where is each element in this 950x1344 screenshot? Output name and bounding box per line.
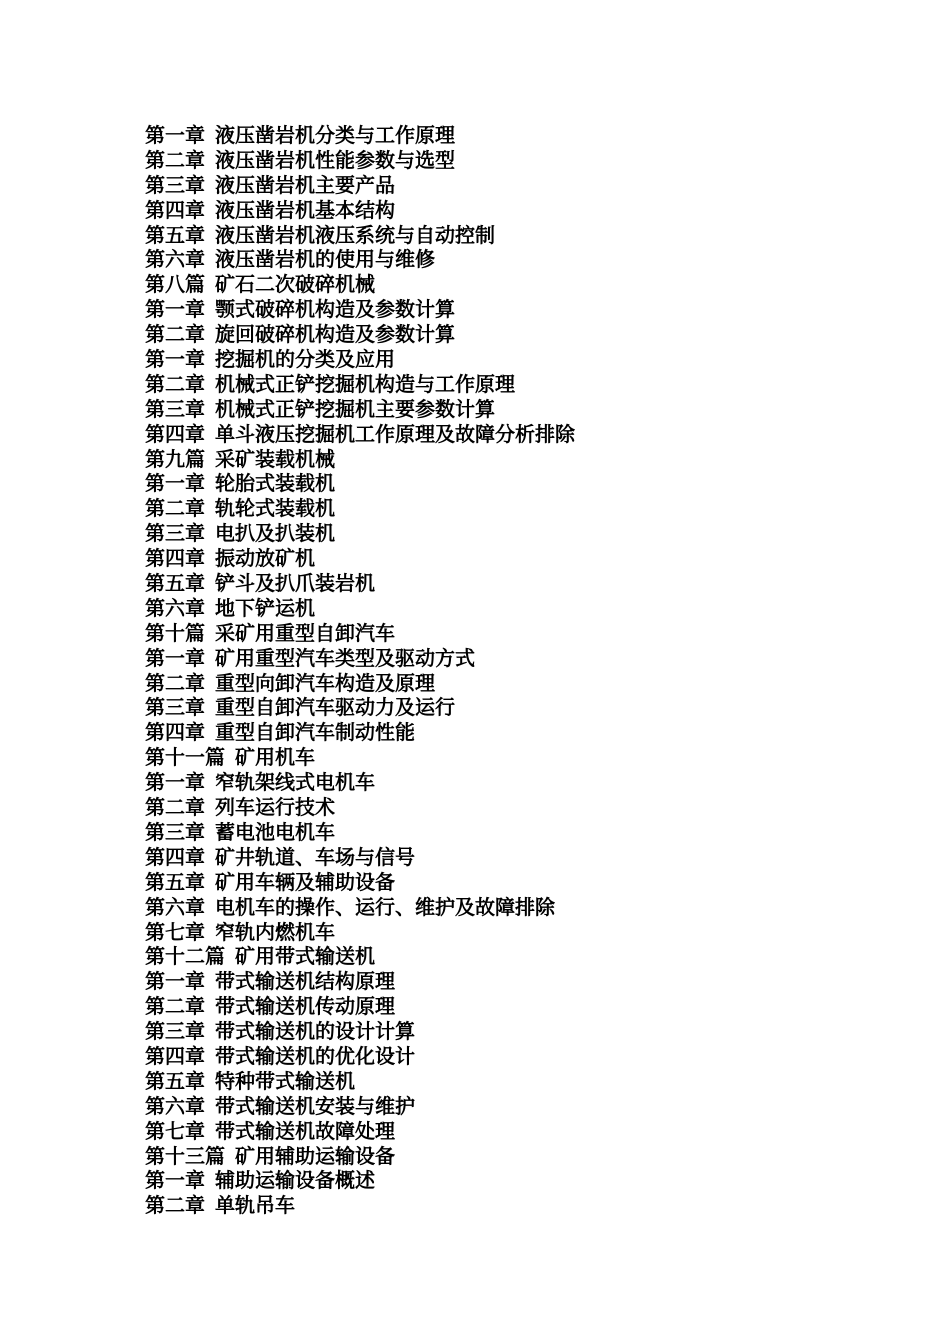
section-title: 轮胎式装载机	[215, 471, 335, 496]
section-number: 第八篇	[145, 272, 205, 297]
section-number: 第一章	[145, 969, 205, 994]
section-number: 第三章	[145, 396, 205, 421]
section-title: 带式输送机的设计计算	[215, 1019, 415, 1044]
toc-line	[145, 1193, 575, 1218]
section-number: 第一章	[145, 123, 205, 147]
section-number: 第四章	[145, 1043, 205, 1068]
toc-line	[145, 223, 575, 248]
section-number: 第二章	[145, 795, 205, 820]
toc-line	[145, 870, 575, 895]
section-title: 矿用机车	[235, 745, 315, 770]
toc-line	[145, 1094, 575, 1119]
toc-line	[145, 1069, 575, 1094]
section-title: 矿石二次破碎机械	[215, 272, 375, 297]
section-title: 颚式破碎机构造及参数计算	[215, 297, 455, 322]
toc-line	[145, 397, 575, 422]
toc-line	[145, 1168, 575, 1193]
section-title: 机械式正铲挖掘机主要参数计算	[215, 396, 495, 421]
section-number: 第二章	[145, 322, 205, 347]
section-title: 振动放矿机	[215, 546, 315, 571]
section-title: 带式输送机安装与维护	[215, 1093, 415, 1118]
toc-line	[145, 845, 575, 870]
section-title: 轨轮式装载机	[215, 496, 335, 521]
toc-line	[145, 297, 575, 322]
section-number: 第六章	[145, 247, 205, 272]
section-title: 液压凿岩机基本结构	[215, 197, 395, 222]
section-title: 液压凿岩机性能参数与选型	[215, 147, 455, 172]
toc-line	[145, 720, 575, 745]
section-title: 带式输送机结构原理	[215, 969, 395, 994]
toc-line	[145, 695, 575, 720]
section-number: 第一章	[145, 347, 205, 372]
table-of-contents	[145, 123, 575, 1218]
section-title: 挖掘机的分类及应用	[215, 347, 395, 372]
section-title: 重型自卸汽车驱动力及运行	[215, 695, 455, 720]
section-number: 第二章	[145, 496, 205, 521]
section-number: 第四章	[145, 197, 205, 222]
section-title: 电机车的操作、运行、维护及故障排除	[215, 894, 555, 919]
section-title: 液压凿岩机分类与工作原理	[215, 123, 455, 147]
section-number: 第一章	[145, 297, 205, 322]
toc-line	[145, 1144, 575, 1169]
toc-line	[145, 447, 575, 472]
section-title: 矿用重型汽车类型及驱动方式	[215, 645, 475, 670]
section-number: 第三章	[145, 819, 205, 844]
toc-line	[145, 123, 575, 148]
section-number: 第三章	[145, 521, 205, 546]
section-title: 矿用带式输送机	[235, 944, 375, 969]
section-title: 特种带式输送机	[215, 1068, 355, 1093]
section-number: 第五章	[145, 1068, 205, 1093]
section-title: 带式输送机传动原理	[215, 994, 395, 1019]
section-title: 矿用车辆及辅助设备	[215, 869, 395, 894]
section-number: 第六章	[145, 595, 205, 620]
section-title: 液压凿岩机主要产品	[215, 172, 395, 197]
section-number: 第二章	[145, 670, 205, 695]
section-number: 第五章	[145, 869, 205, 894]
toc-line	[145, 944, 575, 969]
toc-line	[145, 671, 575, 696]
toc-line	[145, 322, 575, 347]
toc-line	[145, 820, 575, 845]
toc-line	[145, 646, 575, 671]
section-number: 第五章	[145, 222, 205, 247]
section-title: 采矿装载机械	[215, 446, 335, 471]
toc-line	[145, 1119, 575, 1144]
toc-line	[145, 621, 575, 646]
section-title: 机械式正铲挖掘机构造与工作原理	[215, 371, 515, 396]
section-number: 第一章	[145, 1168, 205, 1193]
toc-line	[145, 1019, 575, 1044]
toc-line	[145, 471, 575, 496]
toc-line	[145, 347, 575, 372]
section-number: 第六章	[145, 894, 205, 919]
section-number: 第一章	[145, 645, 205, 670]
section-title: 列车运行技术	[215, 795, 335, 820]
toc-line	[145, 1044, 575, 1069]
section-number: 第九篇	[145, 446, 205, 471]
toc-line	[145, 198, 575, 223]
toc-line	[145, 969, 575, 994]
toc-line	[145, 770, 575, 795]
toc-line	[145, 795, 575, 820]
section-number: 第四章	[145, 546, 205, 571]
toc-line	[145, 920, 575, 945]
section-title: 电扒及扒装机	[215, 521, 335, 546]
section-title: 单斗液压挖掘机工作原理及故障分析排除	[215, 421, 575, 446]
toc-line	[145, 521, 575, 546]
section-number: 第三章	[145, 695, 205, 720]
section-title: 采矿用重型自卸汽车	[215, 620, 395, 645]
section-number: 第十篇	[145, 620, 205, 645]
section-number: 第四章	[145, 720, 205, 745]
section-number: 第七章	[145, 1118, 205, 1143]
section-number: 第十三篇	[145, 1143, 225, 1168]
section-number: 第一章	[145, 770, 205, 795]
toc-line	[145, 173, 575, 198]
section-number: 第四章	[145, 421, 205, 446]
section-title: 单轨吊车	[215, 1193, 295, 1218]
section-title: 窄轨架线式电机车	[215, 770, 375, 795]
toc-line	[145, 571, 575, 596]
section-number: 第四章	[145, 844, 205, 869]
section-number: 第五章	[145, 571, 205, 596]
section-number: 第二章	[145, 1193, 205, 1218]
toc-line	[145, 895, 575, 920]
section-number: 第二章	[145, 147, 205, 172]
toc-line	[145, 994, 575, 1019]
section-title: 液压凿岩机液压系统与自动控制	[215, 222, 495, 247]
section-number: 第七章	[145, 919, 205, 944]
toc-line	[145, 546, 575, 571]
section-title: 液压凿岩机的使用与维修	[215, 247, 435, 272]
toc-line	[145, 247, 575, 272]
section-number: 第一章	[145, 471, 205, 496]
section-number: 第二章	[145, 994, 205, 1019]
section-number: 第三章	[145, 172, 205, 197]
toc-line	[145, 148, 575, 173]
section-number: 第二章	[145, 371, 205, 396]
toc-line	[145, 496, 575, 521]
section-title: 重型向卸汽车构造及原理	[215, 670, 435, 695]
toc-line	[145, 745, 575, 770]
section-title: 重型自卸汽车制动性能	[215, 720, 415, 745]
section-title: 辅助运输设备概述	[215, 1168, 375, 1193]
section-title: 矿井轨道、车场与信号	[215, 844, 415, 869]
section-title: 带式输送机故障处理	[215, 1118, 395, 1143]
toc-line	[145, 422, 575, 447]
section-number: 第三章	[145, 1019, 205, 1044]
section-title: 旋回破碎机构造及参数计算	[215, 322, 455, 347]
section-title: 矿用辅助运输设备	[235, 1143, 395, 1168]
toc-line	[145, 272, 575, 297]
toc-line	[145, 596, 575, 621]
section-number: 第十一篇	[145, 745, 225, 770]
section-title: 带式输送机的优化设计	[215, 1043, 415, 1068]
section-title: 蓄电池电机车	[215, 819, 335, 844]
section-title: 窄轨内燃机车	[215, 919, 335, 944]
section-title: 铲斗及扒爪装岩机	[215, 571, 375, 596]
toc-line	[145, 372, 575, 397]
section-number: 第六章	[145, 1093, 205, 1118]
section-number: 第十二篇	[145, 944, 225, 969]
section-title: 地下铲运机	[215, 595, 315, 620]
